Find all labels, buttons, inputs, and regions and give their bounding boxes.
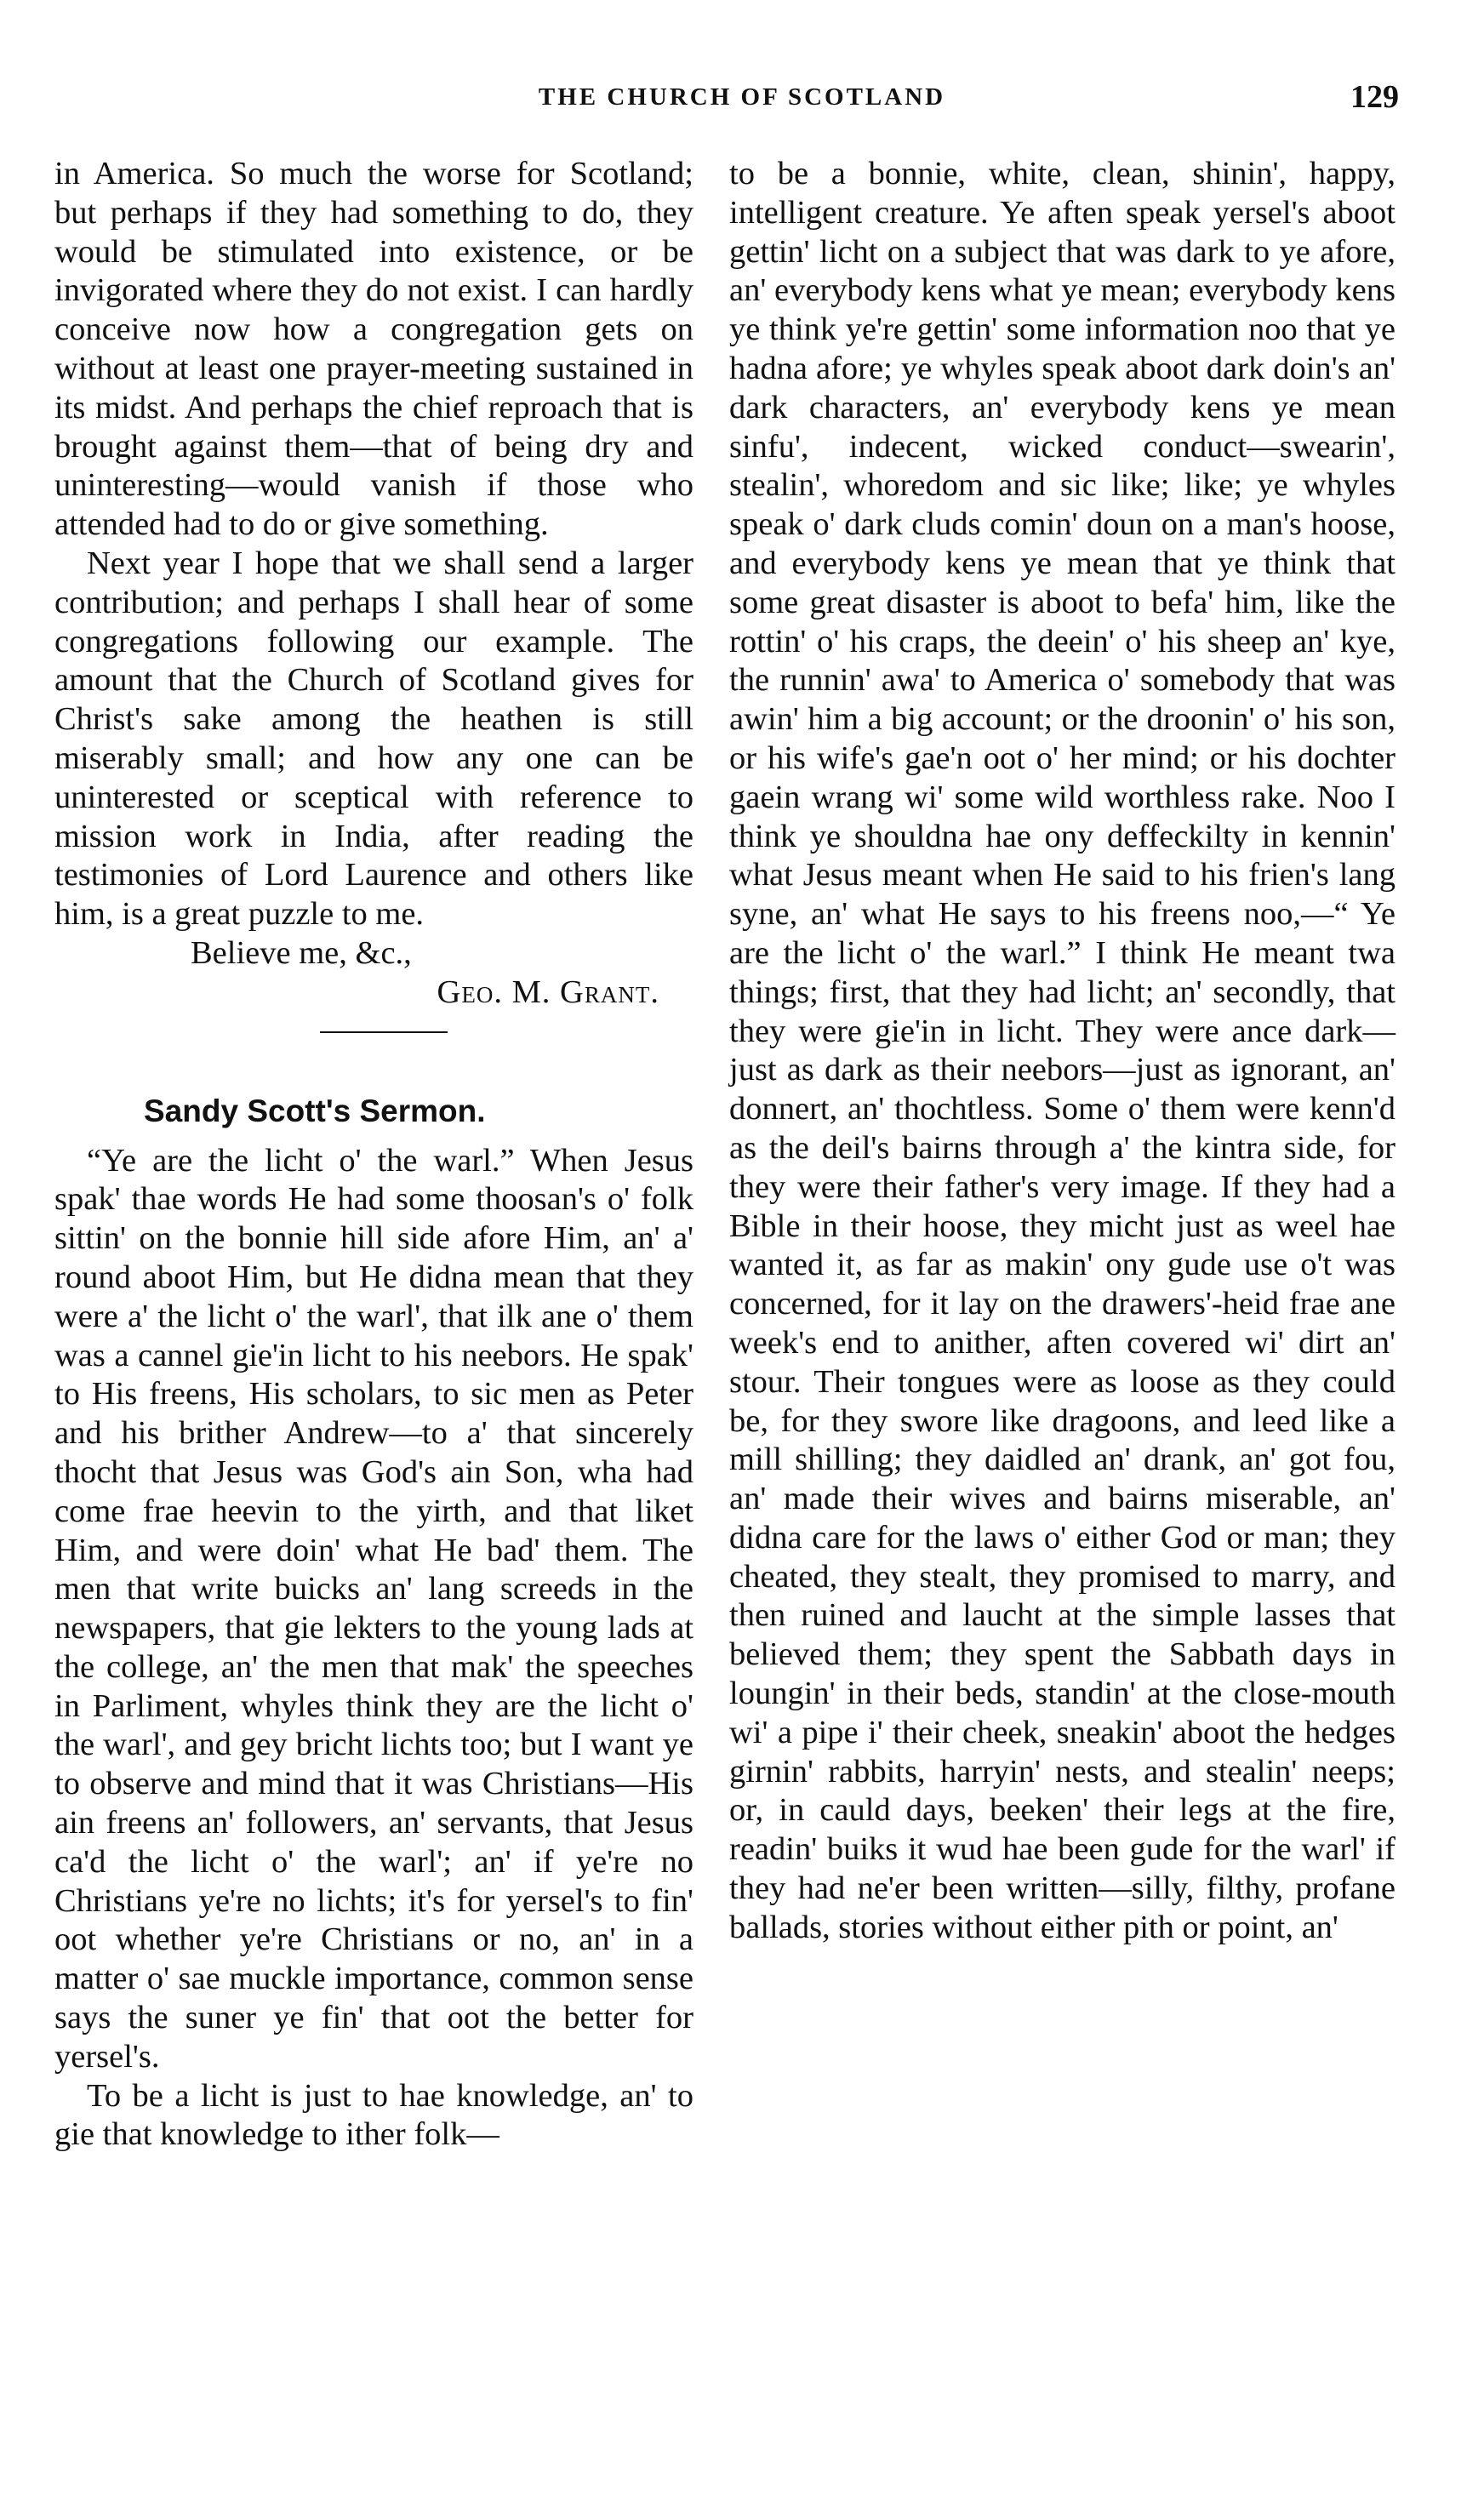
page-number: 129 bbox=[1350, 79, 1399, 115]
right-column bbox=[729, 155, 1396, 1948]
sermon-paragraph-continued: to be a bonnie, white, clean, shinin', happy, intelligent creature. Ye aften speak yersel's aboot gettin' licht on a subject that was dark to ye afore, an' everybody kens what ye mean; everybody kens ye think ye're gettin' some information noo that ye hadna afore; ye whyles speak aboot dark doin's an' dark characters, an' everybody kens ye mean sinfu', indecent, wicked conduct—swearin', stealin', whoredom and sic like; like; ye whyles speak o' dark cluds comin' doun on a man's hoose, and everybody kens ye mean that ye think that some great disaster is aboot to befa' him, like the rottin' o' his craps, the deein' o' his sheep an' kye, the runnin' awa' to America o' somebody that was awin' him a big account; or the droonin' o' his son, or his wife's gae'n oot o' her mind; or his dochter gaein wrang wi' some wild worthless rake. Noo I think ye shouldna hae ony deffeckilty in kennin' what Jesus meant when He said to his frien's lang syne, an' what He says to his freens noo,—“ Ye are the licht o' the warl.” I think He meant twa things; first, that they had licht; an' secondly, that they were gie'in in licht. They were ance dark—just as dark as their neebors—just as ignorant, an' donnert, an' thochtless. Some o' them were kenn'd as the deil's bairns through a' the kintra side, for they were their father's very image. If they had a Bible in their hoose, they micht just as weel hae wanted it, as far as makin' ony gude use o't was concerned, for it lay on the drawers'-heid frae ane week's end to anither, aften covered wi' dirt an' stour. Their tongues were as loose as they could be, for they swore like dragoons, and leed like a mill shilling; they daidled an' drank, an' got fou, an' made their wives and bairns miserable, an' didna care for the laws o' either God or man; they cheated, they stealt, they promised to marry, and then ruined and laucht at the simple lasses that believed them; they spent the Sabbath days in loungin' in their beds, standin' at the close-mouth wi' a pipe i' their cheek, sneakin' aboot the hedges girnin' rabbits, harryin' nests, and stealin' neeps; or, in cauld days, beeken' their legs at the fire, readin' buiks it wud hae been gude for the warl' if they had ne'er been written—silly, filthy, profane ballads, stories without either pith or point, an' bbox=[729, 156, 1396, 1945]
running-title: THE CHURCH OF SCOTLAND bbox=[538, 83, 946, 111]
letter-paragraph-1: in America. So much the worse for Scotland; but perhaps if they had something to do, they would be stimulated into existence, or be invigorated where they do not exist. I can hardly conceive now how a congregation gets on without at least one prayer-meeting sustained in its midst. And perhaps the chief reproach that is brought against them—that of being dry and uninteresting—would vanish if those who attended had to do or give something. bbox=[54, 156, 693, 543]
letter-paragraph-2: Next year I hope that we shall send a larger contribution; and perhaps I shall hear of some congregations following our example. The amount that the Church of Scotland gives for Christ's sake among the heathen is still miserably small; and how any one can be uninterested or sceptical with reference to mission work in India, after reading the testimonies of Lord Laurence and others like him, is a great puzzle to me. bbox=[54, 545, 693, 933]
letter-closing: Believe me, &c., bbox=[191, 934, 412, 971]
sermon-paragraph-1: “Ye are the licht o' the warl.” When Jesus spak' thae words He had some thoosan's o' folk sittin' on the bonnie hill side afore Him, an' a' round aboot Him, but He didna mean that they were a' the licht o' the warl', that ilk ane o' them was a cannel gie'in licht to his neebors. He spak' to His freens, His scholars, to sic men as Peter and his brither Andrew—to a' that sincerely thocht that Jesus was God's ain Son, wha had come frae heevin to the yirth, and that liket Him, and were doin' what He bad' them. The men that write buicks an' lang screeds in the newspapers, that gie lekters to the young lads at the college, an' the men that mak' the speeches in Parliment, whyles think they are the licht o' the warl', and gey bricht lichts too; but I want ye to observe and mind that it was Christians—His ain freens an' followers, an' servants, that Jesus ca'd the licht o' the warl'; an' if ye're no Christians ye're no lichts; it's for yersel's to fin' oot whether ye're Christians or no, an' in a matter o' sae muckle importance, common sense says the suner ye fin' that oot the better for yersel's. bbox=[54, 1142, 693, 2075]
sermon-paragraph-2: To be a licht is just to hae knowledge, an' to gie that knowledge to ither folk— bbox=[54, 2077, 693, 2153]
section-divider bbox=[320, 1031, 448, 1033]
letter-signature: Geo. M. Grant. bbox=[437, 973, 659, 1010]
left-column bbox=[54, 155, 693, 2155]
article-heading: Sandy Scott's Sermon. bbox=[144, 1093, 486, 1128]
running-head bbox=[0, 80, 1484, 114]
